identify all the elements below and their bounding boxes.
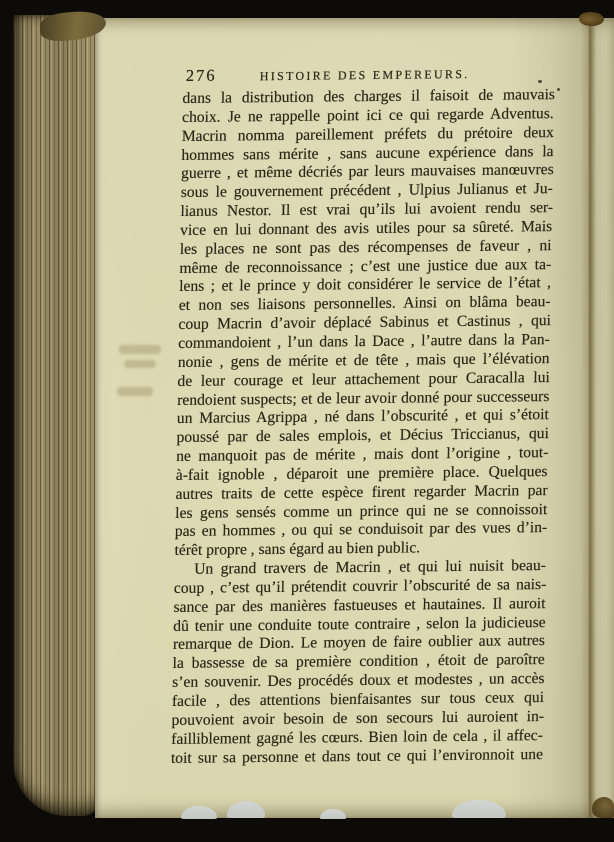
text-line: et non ses liaisons personnelles. Ainsi on blâma beau- [178,293,551,315]
page-number: 276 [185,65,217,85]
text-line: même de reconnoissance ; c’est une justice due aux ta- [179,255,552,277]
ink-speck [557,88,560,91]
show-through-mark [124,360,156,368]
text-line: coup , c’est qu’il prétendit couvrir l’obscurité de sa nais- [173,575,547,597]
text-line: à-fait ignoble , déparoit une première place. Quelques [175,462,548,484]
text-line: facile , des attentions bienfaisantes sur tous ceux qui [171,689,545,710]
text-line: la bassesse de sa première condition , étoit de paroître [172,651,545,673]
text-line: remarque de Dion. Le moyen de faire oublier aux autres [172,632,546,654]
text-line: guerre , et même décriés par leurs mauvaises manœuvres [180,161,554,183]
page-edge-stack [13,15,100,816]
text-line: poussé par de sales emplois, et Décius Triccianus, qui [176,425,550,447]
text-line: lens ; et le prince y doit considérer le service de l’état , [178,274,552,296]
running-head: HISTOIRE DES EMPEREURS. [259,66,470,84]
text-line: rendoient suspects; et de leur avoir donné pour successeurs [177,387,550,409]
bottom-corner-fragment [592,797,614,818]
text-line: choix. Je ne rappelle point ici ce qui regarde Adventus. [181,104,554,126]
text-line: térêt propre , sans égard au bien public. [174,539,421,560]
text-line: s’en souvenir. Des procédés doux et modestes , un accès [172,670,545,692]
text-line: autres traits de cette espèce firent regarder Macrin par [175,481,548,503]
text-line: commandoient , l’un dans la Dace , l’autre dans la Pan- [178,331,550,352]
show-through-mark [119,345,161,354]
text-line: coup Macrin d’avoir déplacé Sabinus et Castinus , qui [178,312,552,334]
book-page [95,18,614,818]
text-line: pas en hommes , ou qui se conduisoit par des vues d’in- [174,519,548,541]
text-line: les gens sensés comme un prince qui ne se connoissoit [175,500,548,522]
text-line: pouvoient avoir besoin de son secours lui auroient in- [171,707,545,729]
text-line: un Marcius Agrippa , né dans l’obscurité , et qui s’étoit [176,406,549,428]
text-line: vice en lui donnant des avis utiles pour sa sûreté. Mais [179,217,553,239]
text-line: dans la distribution des charges il faisoit de mauvais [182,86,556,107]
text-line: dû tenir une conduite toute contraire , selon la judicieuse [173,613,546,635]
tape-residue [320,809,346,819]
text-line: failliblement gagné les cœurs. Bien loin de cela , il affec- [171,726,544,748]
show-through-mark [117,387,153,396]
text-line: hommes sans mérite , sans aucune expérience dans la [181,142,554,164]
text-line: toit sur sa personne et dans tout ce qui l’environnoit une [170,745,544,767]
text-line: sous le gouvernement précédent , Ulpius Julianus et Ju- [180,180,553,202]
text-line: les places ne sont pas des récompenses de faveur , ni [179,236,552,258]
text-lines [171,86,555,768]
text-line: sance par des manières fastueuses et hautaines. Il auroit [173,594,546,616]
text-line: ne manquoit pas de mérite , mais dont l’origine , tout- [176,444,549,465]
text-line: Macrin nomma pareillement préfets du prétoire deux [181,123,555,145]
page-header [183,62,556,90]
text-line: Un grand travers de Macrin , et qui lui nuisit beau- [194,557,547,578]
text-line: de leur courage et leur attachement pour Caracalla lui [177,368,551,390]
text-line: nonie , gens de mérite et de tête , mais que l’élévation [177,349,550,371]
text-line: lianus Nestor. Il est vrai qu’ils lui avoient rendu ser- [180,199,554,221]
gutter-top-spot [579,12,604,26]
text-block [171,62,555,768]
